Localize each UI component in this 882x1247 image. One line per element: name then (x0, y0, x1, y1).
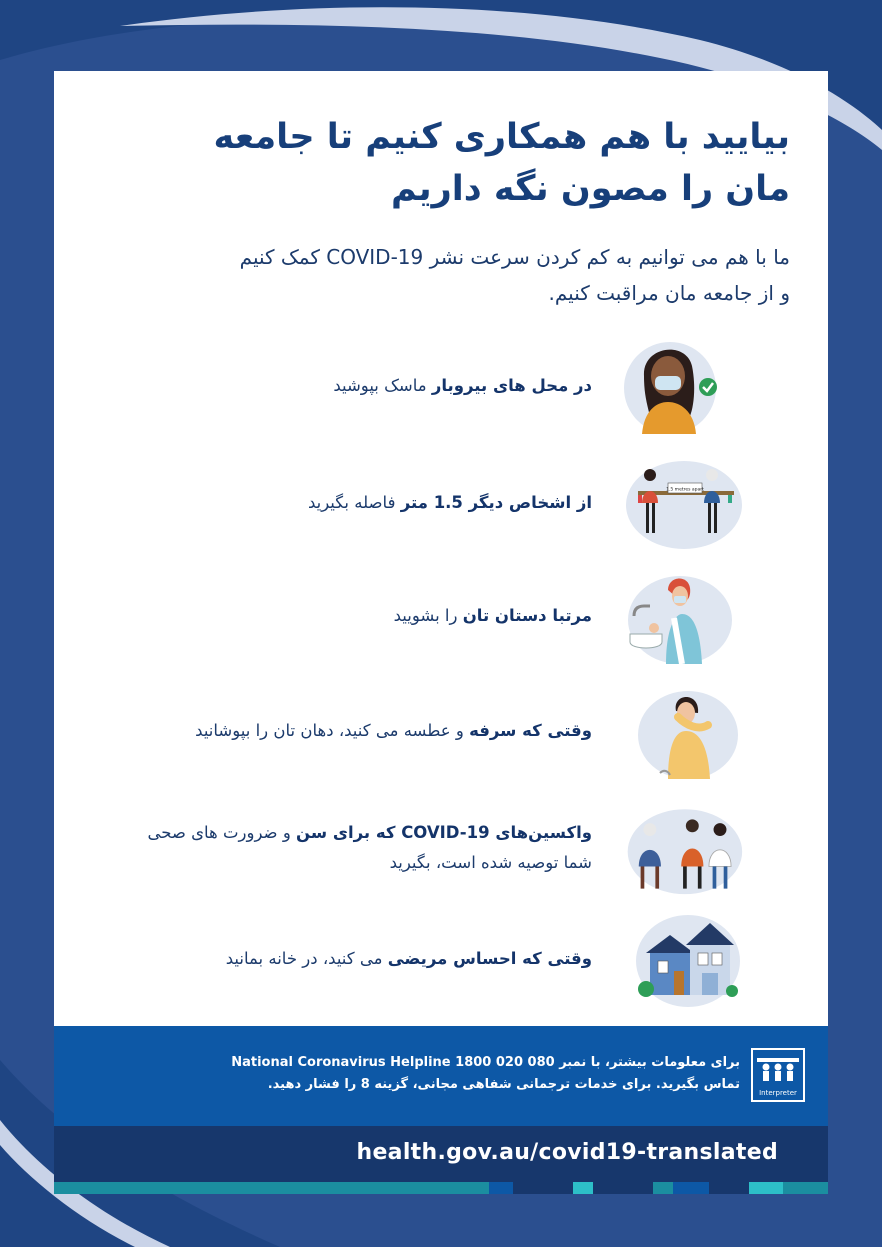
content-card (54, 71, 828, 1026)
interpreter-icon (751, 1048, 805, 1102)
list-item (54, 336, 828, 446)
item-rest: را بشویید (393, 606, 463, 625)
handwash-icon (624, 566, 744, 666)
item-rest: و ضرورت های صحی شما توصیه شده است، بگیرید (147, 823, 592, 872)
distance-icon (624, 453, 744, 553)
subtitle (110, 239, 790, 311)
list-item (54, 566, 828, 676)
subtitle-line-1: ما با هم می توانیم به کم کردن سرعت نشر COVID-19 کمک کنیم (239, 245, 790, 269)
list-item (54, 453, 828, 563)
list-item (54, 681, 828, 791)
item-bold: وقتی که احساس مریضی (387, 949, 592, 968)
helpline-line-2: تماس بگیرید. برای خدمات ترجمانی شفاهی مجانی، گزینه 8 را فشار دهید. (267, 1077, 740, 1092)
item-text (122, 336, 592, 436)
title-line-2: مان را مصون نگه داریم (391, 169, 790, 209)
item-text (122, 681, 592, 781)
mask-woman-icon (624, 336, 744, 436)
item-bold: از اشخاص دیگر 1.5 متر (400, 493, 592, 512)
title-line-1: بیایید با هم همکاری کنیم تا جامعه (213, 117, 790, 157)
helpline-line-1: برای معلومات بیشتر، با نمبر 080 020 1800 National Coronavirus Helpline (231, 1055, 740, 1070)
people-icon (753, 1050, 803, 1084)
item-text (122, 909, 592, 1009)
helpline-banner (54, 1026, 828, 1126)
list-item (54, 909, 828, 1019)
interpreter-label: Interpreter (759, 1089, 797, 1097)
item-bold: وقتی که سرفه (469, 721, 592, 740)
decorative-stripe (54, 1182, 828, 1194)
item-rest: فاصله بگیرید (307, 493, 401, 512)
item-text (122, 798, 592, 898)
item-bold: مرتبا دستان تان (462, 606, 592, 625)
item-text (122, 566, 592, 666)
item-rest: ماسک بپوشید (333, 376, 432, 395)
list-item (54, 798, 828, 908)
item-text (122, 453, 592, 553)
subtitle-line-2: و از جامعه مان مراقبت کنیم. (548, 281, 790, 305)
page-title (150, 111, 790, 215)
house-icon (624, 909, 744, 1009)
item-rest: می کنید، در خانه بمانید (225, 949, 388, 968)
item-bold: در محل های بیروبار (431, 376, 592, 395)
distance-sign: 1.5 metres apart (666, 487, 704, 493)
item-bold: واکسین‌های COVID-19 که برای سن (296, 823, 592, 842)
helpline-text (100, 1052, 740, 1096)
item-rest: و عطسه می کنید، دهان تان را بپوشانید (195, 721, 470, 740)
website-link[interactable]: health.gov.au/covid19-translated (356, 1140, 778, 1165)
cough-icon (624, 681, 744, 781)
website-banner (54, 1126, 828, 1182)
vaccine-icon (624, 798, 744, 898)
